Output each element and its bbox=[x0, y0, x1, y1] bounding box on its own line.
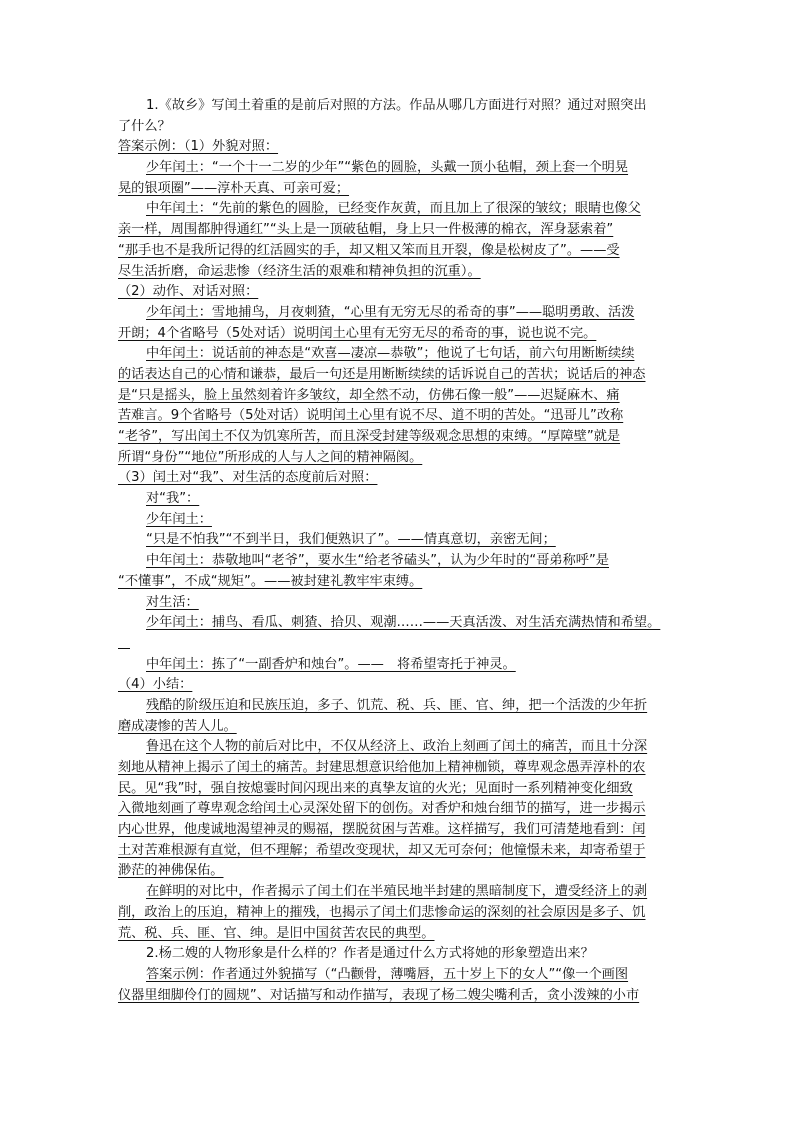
text-line bbox=[118, 241, 680, 262]
line-text: 少年闰土： bbox=[146, 511, 212, 527]
text-line bbox=[118, 262, 680, 283]
line-text: 尽生活折磨，命运悲惨（经济生活的艰难和精神负担的沉重）。 bbox=[118, 263, 481, 279]
line-text: （3）闰土对“我”、对生活的态度前后对照： bbox=[118, 470, 378, 486]
document-page bbox=[118, 96, 680, 1006]
text-line bbox=[118, 675, 680, 696]
text-line bbox=[118, 696, 680, 717]
line-text: 土对苦难根源有直觉，但不理解；希望改变现状，却又无可奈何；他憧憬未来，却寄希望于 bbox=[118, 842, 646, 858]
line-text: 中年闰土：说话前的神态是“欢喜—凄凉—恭敬”；他说了七句话，前六句用断断续续 bbox=[146, 346, 635, 362]
line-text: 的话表达自己的心情和谦恭，最后一句还是用断断续续的话诉说自己的苦状；说话后的神态 bbox=[118, 366, 646, 382]
line-text: 削，政治上的压迫，精神上的摧残，也揭示了闰土们悲惨命运的深刻的社会原因是多子、饥 bbox=[118, 904, 646, 920]
line-text: 中年闰土：“先前的紫色的圆脸，已经变作灰黄，而且加上了很深的皱纹；眼睛也像父 bbox=[146, 201, 641, 217]
text-line bbox=[118, 841, 680, 862]
text-line bbox=[118, 655, 680, 676]
text-line bbox=[118, 737, 680, 758]
line-text: 2.杨二嫂的人物形象是什么样的？作者是通过什么方式将她的形象塑造出来？ bbox=[146, 946, 594, 962]
text-line bbox=[118, 406, 680, 427]
line-text: 苦难言。9个省略号（5处对话）说明闰土心里有说不尽、道不明的苦处。“迅哥儿”改称 bbox=[118, 408, 624, 424]
line-text: 少年闰土：“一个十一二岁的少年”“紫色的圆脸，头戴一顶小毡帽，颈上套一个明晃 bbox=[146, 160, 629, 176]
text-line bbox=[118, 861, 680, 882]
line-text: 荒、税、兵、匪、官、绅。是旧中国贫苦农民的典型。 bbox=[118, 925, 435, 941]
text-line bbox=[118, 799, 680, 820]
text-line bbox=[118, 96, 680, 117]
text-line bbox=[118, 489, 680, 510]
line-text: 对“我”： bbox=[146, 491, 200, 507]
text-line bbox=[118, 117, 680, 138]
line-text: 少年闰土：雪地捕鸟，月夜刺猹，“心里有无穷无尽的希奇的事”——聪明勇敢、活泼 bbox=[146, 304, 635, 320]
line-text: “那手也不是我所记得的红活圆实的手，却又粗又笨而且开裂，像是松树皮了”。——受 bbox=[118, 242, 620, 258]
text-line bbox=[118, 365, 680, 386]
line-text: “不懂事”，不成“规矩”。——被封建礼教牢牢束缚。 bbox=[118, 573, 423, 589]
line-text: 渺茫的神佛保佑。 bbox=[118, 863, 224, 879]
line-text: 亲一样，周围都肿得通红”“头上是一顶破毡帽，身上只一件极薄的棉衣，浑身瑟索着” bbox=[118, 222, 614, 238]
text-line bbox=[118, 903, 680, 924]
line-text: 民。见“我”时，强自按熄霎时间闪现出来的真挚友谊的火光；见面时一系列精神变化细致 bbox=[118, 780, 633, 796]
line-text: （2）动作、对话对照： bbox=[118, 284, 259, 300]
text-line bbox=[118, 510, 680, 531]
line-text: 磨成凄惨的苦人儿。 bbox=[118, 718, 237, 734]
text-line bbox=[118, 944, 680, 965]
line-text: 刻地从精神上揭示了闰土的痛苦。封建思想意识给他加上精神枷锁，尊卑观念愚弄淳朴的农 bbox=[118, 760, 646, 775]
text-line bbox=[118, 324, 680, 345]
text-line bbox=[118, 717, 680, 738]
line-text: 中年闰土：恭敬地叫“老爷”，要水生“给老爷磕头”，认为少年时的“哥弟称呼”是 bbox=[146, 553, 609, 569]
line-text: 在鲜明的对比中，作者揭示了闰土们在半殖民地半封建的黑暗制度下，遭受经济上的剥 bbox=[146, 884, 648, 900]
text-line bbox=[118, 282, 680, 303]
line-text: 是“只是摇头，脸上虽然刻着许多皱纹，却全然不动，仿佛石像一般”——迟疑麻木、痛 bbox=[118, 387, 620, 403]
line-text: 中年闰土：拣了“一副香炉和烛台”。—— 将希望寄托于神灵。 bbox=[146, 656, 516, 672]
text-line bbox=[118, 220, 680, 241]
text-line bbox=[118, 303, 680, 324]
text-line bbox=[118, 551, 680, 572]
text-line bbox=[118, 758, 680, 779]
line-text: 对生活： bbox=[146, 594, 199, 610]
line-text: 少年闰土：捕鸟、看瓜、刺猹、拾贝、观潮……——天真活泼、对生活充满热情和希望。 bbox=[146, 615, 661, 631]
line-text: 所谓“身份”“地位”所形成的人与人之间的精神隔阂。 bbox=[118, 449, 423, 465]
text-line bbox=[118, 344, 680, 365]
line-text: 仪器里细脚伶仃的圆规”、对话描写和动作描写，表现了杨二嫂尖嘴利舌，贪小泼辣的小市 bbox=[118, 987, 640, 1003]
text-line bbox=[118, 572, 680, 593]
text-line bbox=[118, 530, 680, 551]
text-line bbox=[118, 634, 680, 655]
text-line bbox=[118, 924, 680, 945]
line-text: 入微地刻画了尊卑观念给闰土心灵深处留下的创伤。对香炉和烛台细节的描写，进一步揭示 bbox=[118, 801, 646, 817]
text-line bbox=[118, 468, 680, 489]
text-line bbox=[118, 820, 680, 841]
line-text: （4）小结： bbox=[118, 677, 193, 693]
line-text: 1.《故乡》写闰土着重的是前后对照的方法。作品从哪几方面进行对照？通过对照突出 bbox=[146, 98, 647, 113]
line-text: 答案示例：作者通过外貌描写（“凸颧骨，薄嘴唇，五十岁上下的女人”“像一个画图 bbox=[146, 966, 629, 982]
line-text: “只是不怕我”“不到半日，我们便熟识了”。——情真意切，亲密无间； bbox=[146, 532, 556, 548]
text-line bbox=[118, 613, 680, 634]
underline-remnant bbox=[118, 634, 130, 649]
line-text: “老爷”，写出闰土不仅为饥寒所苦，而且深受封建等级观念思想的束缚。“厚障壁”就是 bbox=[118, 429, 621, 444]
text-line bbox=[118, 448, 680, 469]
line-text: 答案示例：（1）外貌对照： bbox=[118, 139, 279, 155]
text-line bbox=[118, 427, 680, 448]
text-line bbox=[118, 986, 680, 1007]
line-text: 内心世界，他虔诚地渴望神灵的赐福，摆脱贫困与苦难。这样描写，我们可清楚地看到：闰 bbox=[118, 822, 646, 838]
text-line bbox=[118, 158, 680, 179]
text-line bbox=[118, 779, 680, 800]
text-line bbox=[118, 199, 680, 220]
line-text: 晃的银项圈”——淳朴天真、可亲可爱； bbox=[118, 180, 350, 196]
text-line bbox=[118, 965, 680, 986]
text-line bbox=[118, 179, 680, 200]
line-text: 鲁迅在这个人物的前后对比中，不仅从经济上、政治上刻画了闰土的痛苦，而且十分深 bbox=[146, 739, 648, 755]
line-text: 开朗；4个省略号（5处对话）说明闰土心里有无穷无尽的希奇的事，说也说不完。 bbox=[118, 325, 597, 341]
text-line bbox=[118, 882, 680, 903]
line-text: 了什么？ bbox=[118, 118, 171, 134]
text-line bbox=[118, 386, 680, 407]
text-line bbox=[118, 137, 680, 158]
text-line bbox=[118, 593, 680, 614]
line-text: 残酷的阶级压迫和民族压迫，多子、饥荒、税、兵、匪、官、绅，把一个活泼的少年折 bbox=[146, 697, 648, 713]
